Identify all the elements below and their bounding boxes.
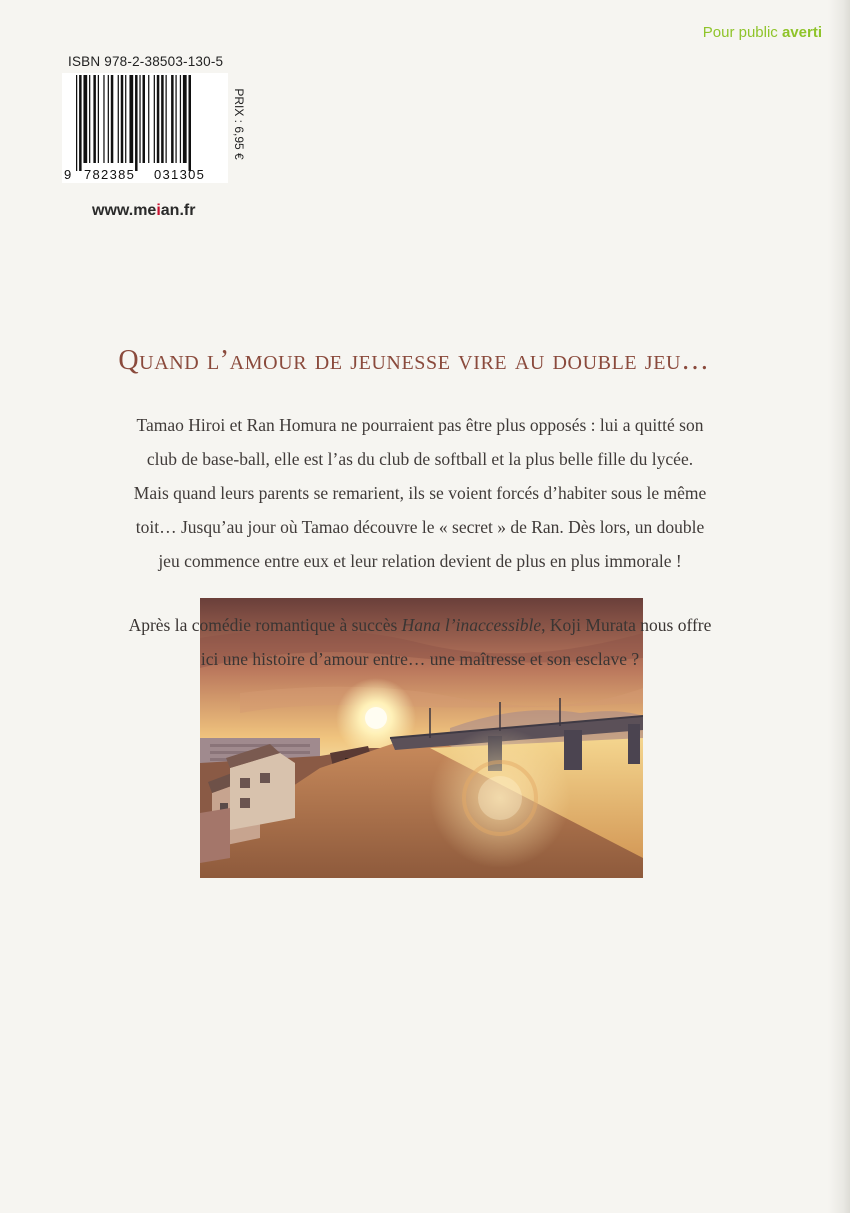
synopsis — [70, 408, 770, 578]
blurb-line-1 — [70, 608, 770, 642]
price-label — [228, 74, 250, 174]
barcode-digits-left: 782385 — [84, 167, 136, 182]
tagline: Quand l’amour de jeunesse vire au double jeu… — [118, 345, 710, 376]
audience-prefix: Pour public — [702, 24, 778, 41]
price-text: PRIX : 6,95 € — [232, 88, 246, 160]
website-part-2: an.fr — [160, 202, 196, 219]
audience-rating — [703, 24, 822, 41]
audience-emphasis: averti — [781, 24, 822, 41]
blurb-before: Après la comédie romantique à succès — [128, 615, 402, 635]
barcode — [62, 73, 228, 183]
blurb-line-2: ici une histoire d’amour entre… une maîtresse et son esclave ? — [200, 649, 640, 669]
spine-edge — [828, 0, 850, 1213]
barcode-digit-lead: 9 — [64, 167, 72, 182]
synopsis-line: club de base-ball, elle est l’as du club de softball et la plus belle fille du lycée. — [146, 449, 694, 469]
barcode-digits-right: 031305 — [154, 167, 206, 182]
website-part-1: www.me — [92, 202, 157, 219]
blurb-after: , Koji Murata nous offre — [541, 615, 712, 635]
blurb — [70, 608, 770, 676]
synopsis-line: Mais quand leurs parents se remarient, ils se voient forcés d’habiter sous le même — [133, 483, 707, 503]
synopsis-line: toit… Jusqu’au jour où Tamao découvre le « secret » de Ran. Dès lors, un double — [135, 517, 705, 537]
synopsis-line: jeu commence entre eux et leur relation devient de plus en plus immorale ! — [158, 551, 682, 571]
publisher-website[interactable] — [92, 202, 195, 220]
series-title: Hana l’inaccessible — [401, 615, 542, 635]
isbn-label: ISBN 978-2-38503-130-5 — [68, 54, 224, 69]
website-mark: i — [156, 202, 161, 219]
synopsis-line: Tamao Hiroi et Ran Homura ne pourraient pas être plus opposés : lui a quitté son — [136, 415, 704, 435]
